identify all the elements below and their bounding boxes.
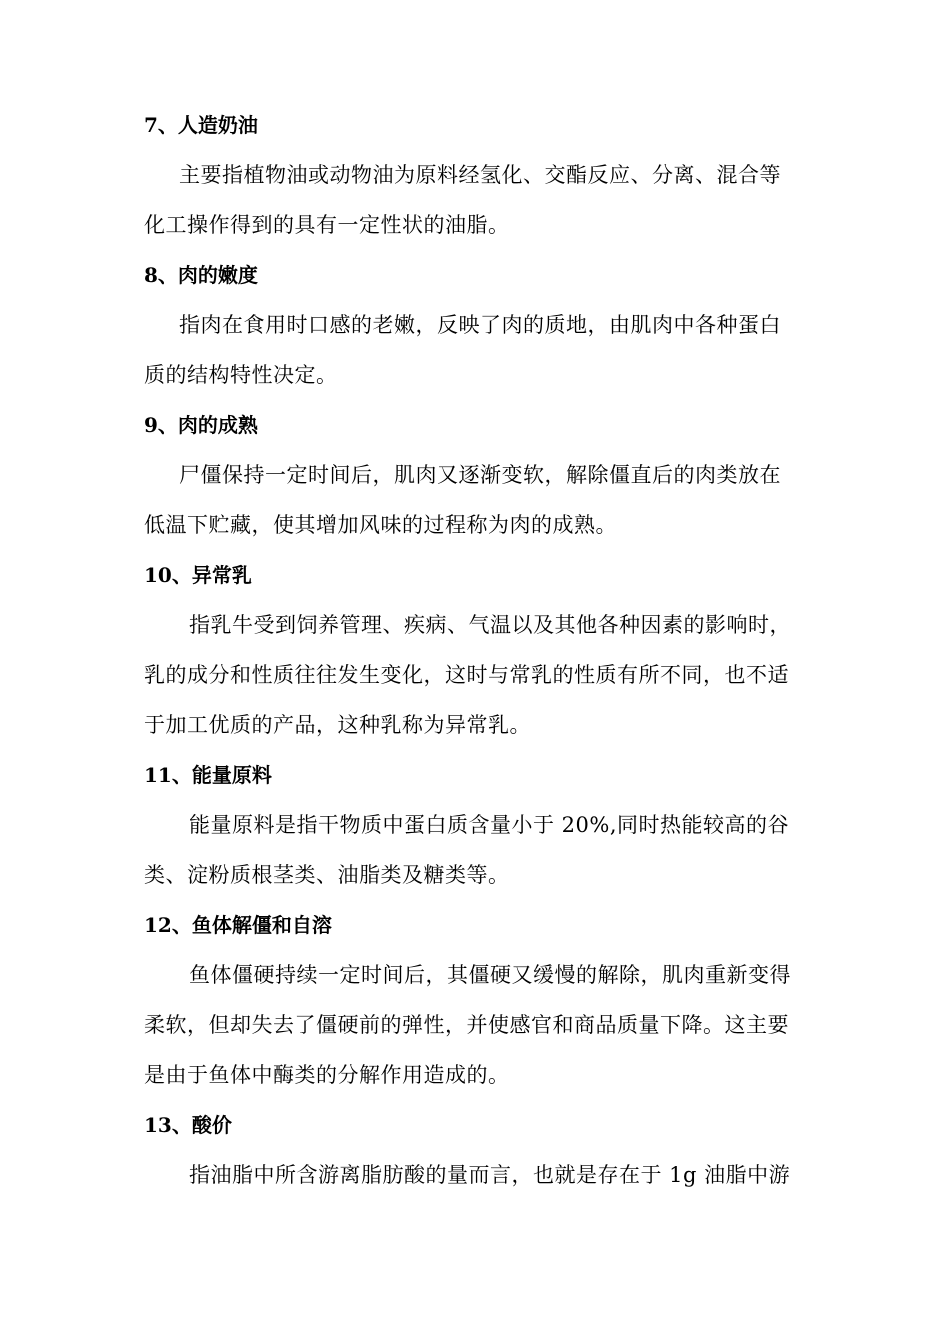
entry-body-11 [144, 800, 824, 900]
entry-body-10 [144, 600, 824, 750]
entry-title-9: 9、肉的成熟 [144, 413, 258, 437]
entry-body-line: 尸僵保持一定时间后，肌肉又逐渐变软，解除僵直后的肉类放在 [179, 463, 781, 487]
entry-body-line: 指油脂中所含游离脂肪酸的量而言，也就是存在于 1g 油脂中游 [189, 1163, 791, 1187]
entry-body-line: 鱼体僵硬持续一定时间后，其僵硬又缓慢的解除，肌肉重新变得 [189, 963, 791, 987]
entry-body-line: 指肉在食用时口感的老嫩，反映了肉的质地，由肌肉中各种蛋白 [179, 313, 781, 337]
entry-body-13 [144, 1150, 824, 1200]
entry-body-9 [144, 450, 824, 550]
entry-body-7 [144, 150, 824, 250]
entry-body-line: 是由于鱼体中酶类的分解作用造成的。 [144, 1063, 510, 1087]
entry-body-line: 指乳牛受到饲养管理、疾病、气温以及其他各种因素的影响时， [189, 613, 791, 637]
entry-body-line: 低温下贮藏，使其增加风味的过程称为肉的成熟。 [144, 513, 617, 537]
entry-title-8: 8、肉的嫩度 [144, 263, 258, 287]
entry-title-11: 11、能量原料 [144, 763, 272, 787]
entry-body-12 [144, 950, 824, 1100]
entry-body-line: 质的结构特性决定。 [144, 363, 338, 387]
entry-body-line: 类、淀粉质根茎类、油脂类及糖类等。 [144, 863, 510, 887]
entry-title-12: 12、鱼体解僵和自溶 [144, 913, 332, 937]
entry-body-line: 化工操作得到的具有一定性状的油脂。 [144, 213, 510, 237]
entry-title-10: 10、异常乳 [144, 563, 252, 587]
entry-body-line: 主要指植物油或动物油为原料经氢化、交酯反应、分离、混合等 [179, 163, 781, 187]
entry-body-line: 能量原料是指干物质中蛋白质含量小于 20%,同时热能较高的谷 [189, 813, 790, 837]
entry-body-line: 于加工优质的产品，这种乳称为异常乳。 [144, 713, 531, 737]
entry-title-13: 13、酸价 [144, 1113, 232, 1137]
entry-body-8 [144, 300, 824, 400]
entry-body-line: 乳的成分和性质往往发生变化，这时与常乳的性质有所不同，也不适 [144, 663, 789, 687]
document-content [144, 100, 824, 1200]
entry-body-line: 柔软，但却失去了僵硬前的弹性，并使感官和商品质量下降。这主要 [144, 1013, 789, 1037]
entry-title-7: 7、人造奶油 [144, 113, 258, 137]
